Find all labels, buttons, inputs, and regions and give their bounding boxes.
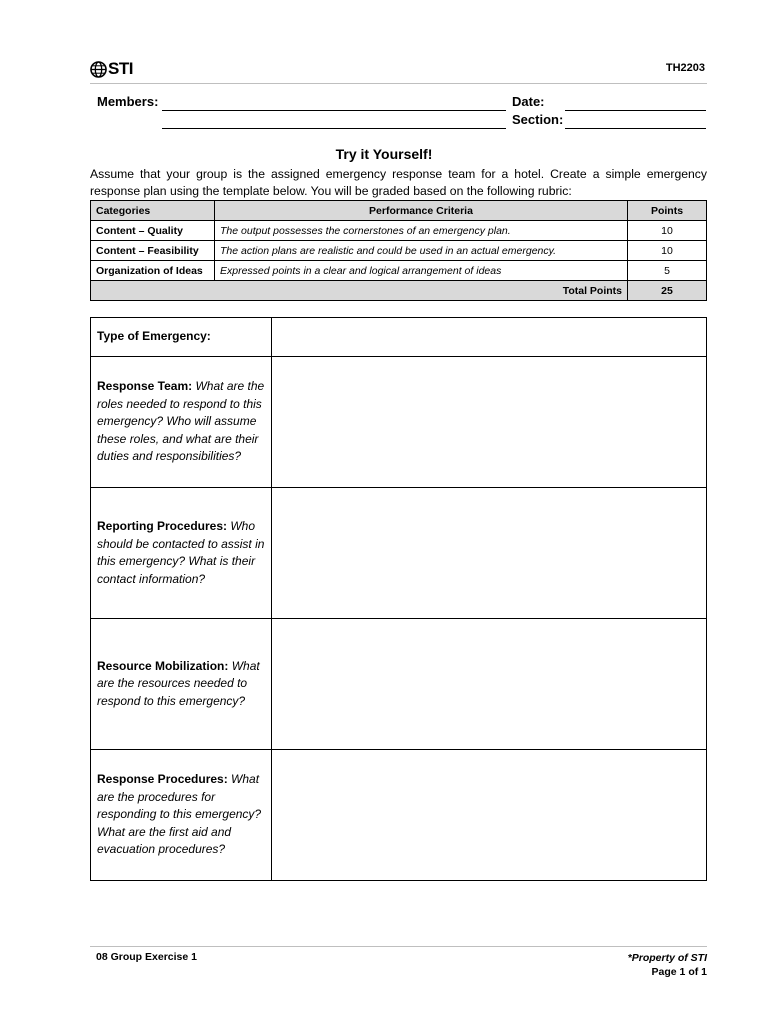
members-line-1[interactable] xyxy=(162,110,506,111)
rubric-criteria: The output possesses the cornerstones of an emergency plan. xyxy=(215,221,628,241)
emergency-plan-table xyxy=(90,317,707,881)
document-header xyxy=(90,58,707,84)
plan-row-label: Response Team: xyxy=(97,379,196,394)
rubric-points: 10 xyxy=(628,221,707,241)
table-row xyxy=(91,241,707,261)
date-label: Date: xyxy=(512,94,545,109)
date-line[interactable] xyxy=(565,110,706,111)
property-notice: *Property of STI xyxy=(627,952,707,964)
plan-question-cell xyxy=(91,619,272,750)
plan-row-procedures xyxy=(91,750,707,881)
plan-question-cell xyxy=(91,488,272,619)
plan-row-question: What are the procedures for responding to this emergency? What are the first aid and evacuation procedures? xyxy=(97,772,262,857)
plan-row-reporting xyxy=(91,488,707,619)
document-code: TH2203 xyxy=(665,62,705,74)
plan-answer-cell[interactable] xyxy=(272,619,707,750)
rubric-category: Content – Quality xyxy=(91,221,215,241)
section-label: Section: xyxy=(512,112,564,127)
rubric-criteria: Expressed points in a clear and logical arrangement of ideas xyxy=(215,261,628,281)
plan-question-cell xyxy=(91,318,272,357)
rubric-criteria: The action plans are realistic and could be used in an actual emergency. xyxy=(215,241,628,261)
plan-row-response-team xyxy=(91,357,707,488)
total-points-value: 25 xyxy=(628,281,707,301)
rubric-header-criteria: Performance Criteria xyxy=(215,201,628,221)
footer-document-name: 08 Group Exercise 1 xyxy=(96,951,197,963)
page-title: Try it Yourself! xyxy=(335,146,433,162)
plan-answer-cell[interactable] xyxy=(272,488,707,619)
plan-row-label: Reporting Procedures: xyxy=(97,519,231,533)
plan-answer-cell[interactable] xyxy=(272,318,707,357)
rubric-total-row xyxy=(91,281,707,301)
table-row xyxy=(91,261,707,281)
plan-row-label: Type of Emergency: xyxy=(97,329,211,344)
table-row xyxy=(91,221,707,241)
rubric-header-points: Points xyxy=(628,201,707,221)
rubric-header-row xyxy=(91,201,707,221)
instructions-paragraph: Assume that your group is the assigned emergency response team for a hotel. Create a simple emergency response plan using the template below. You will be graded based on the following rubric: xyxy=(90,167,707,198)
total-points-label: Total Points xyxy=(91,281,628,301)
rubric-category: Content – Feasibility xyxy=(91,241,215,261)
rubric-table xyxy=(90,200,707,301)
rubric-points: 10 xyxy=(628,241,707,261)
plan-question-cell xyxy=(91,357,272,488)
plan-row-resources xyxy=(91,619,707,750)
members-label: Members: xyxy=(97,94,159,109)
rubric-category: Organization of Ideas xyxy=(91,261,215,281)
page-number: Page 1 of 1 xyxy=(651,966,707,978)
plan-answer-cell[interactable] xyxy=(272,357,707,488)
plan-question-cell xyxy=(91,750,272,881)
logo-text: STI xyxy=(108,59,133,78)
rubric-points: 5 xyxy=(628,261,707,281)
plan-row-type xyxy=(91,318,707,357)
rubric-header-categories: Categories xyxy=(91,201,215,221)
plan-answer-cell[interactable] xyxy=(272,750,707,881)
sti-logo xyxy=(90,58,133,80)
footer-divider xyxy=(90,946,707,947)
plan-row-label: Response Procedures: xyxy=(97,772,232,787)
plan-row-question: What are the resources needed to respond to this emergency? xyxy=(97,658,260,708)
plan-row-question: Who should be contacted to assist in this emergency? What is their contact information? xyxy=(97,519,265,586)
members-line-2[interactable] xyxy=(162,128,506,129)
section-line[interactable] xyxy=(565,128,706,129)
footer-right xyxy=(628,951,707,979)
globe-icon xyxy=(90,61,107,78)
plan-row-question: What are the roles needed to respond to this emergency? Who will assume these roles, and what are their duties and responsibilities? xyxy=(97,379,265,464)
plan-row-label: Resource Mobilization: xyxy=(97,658,232,673)
